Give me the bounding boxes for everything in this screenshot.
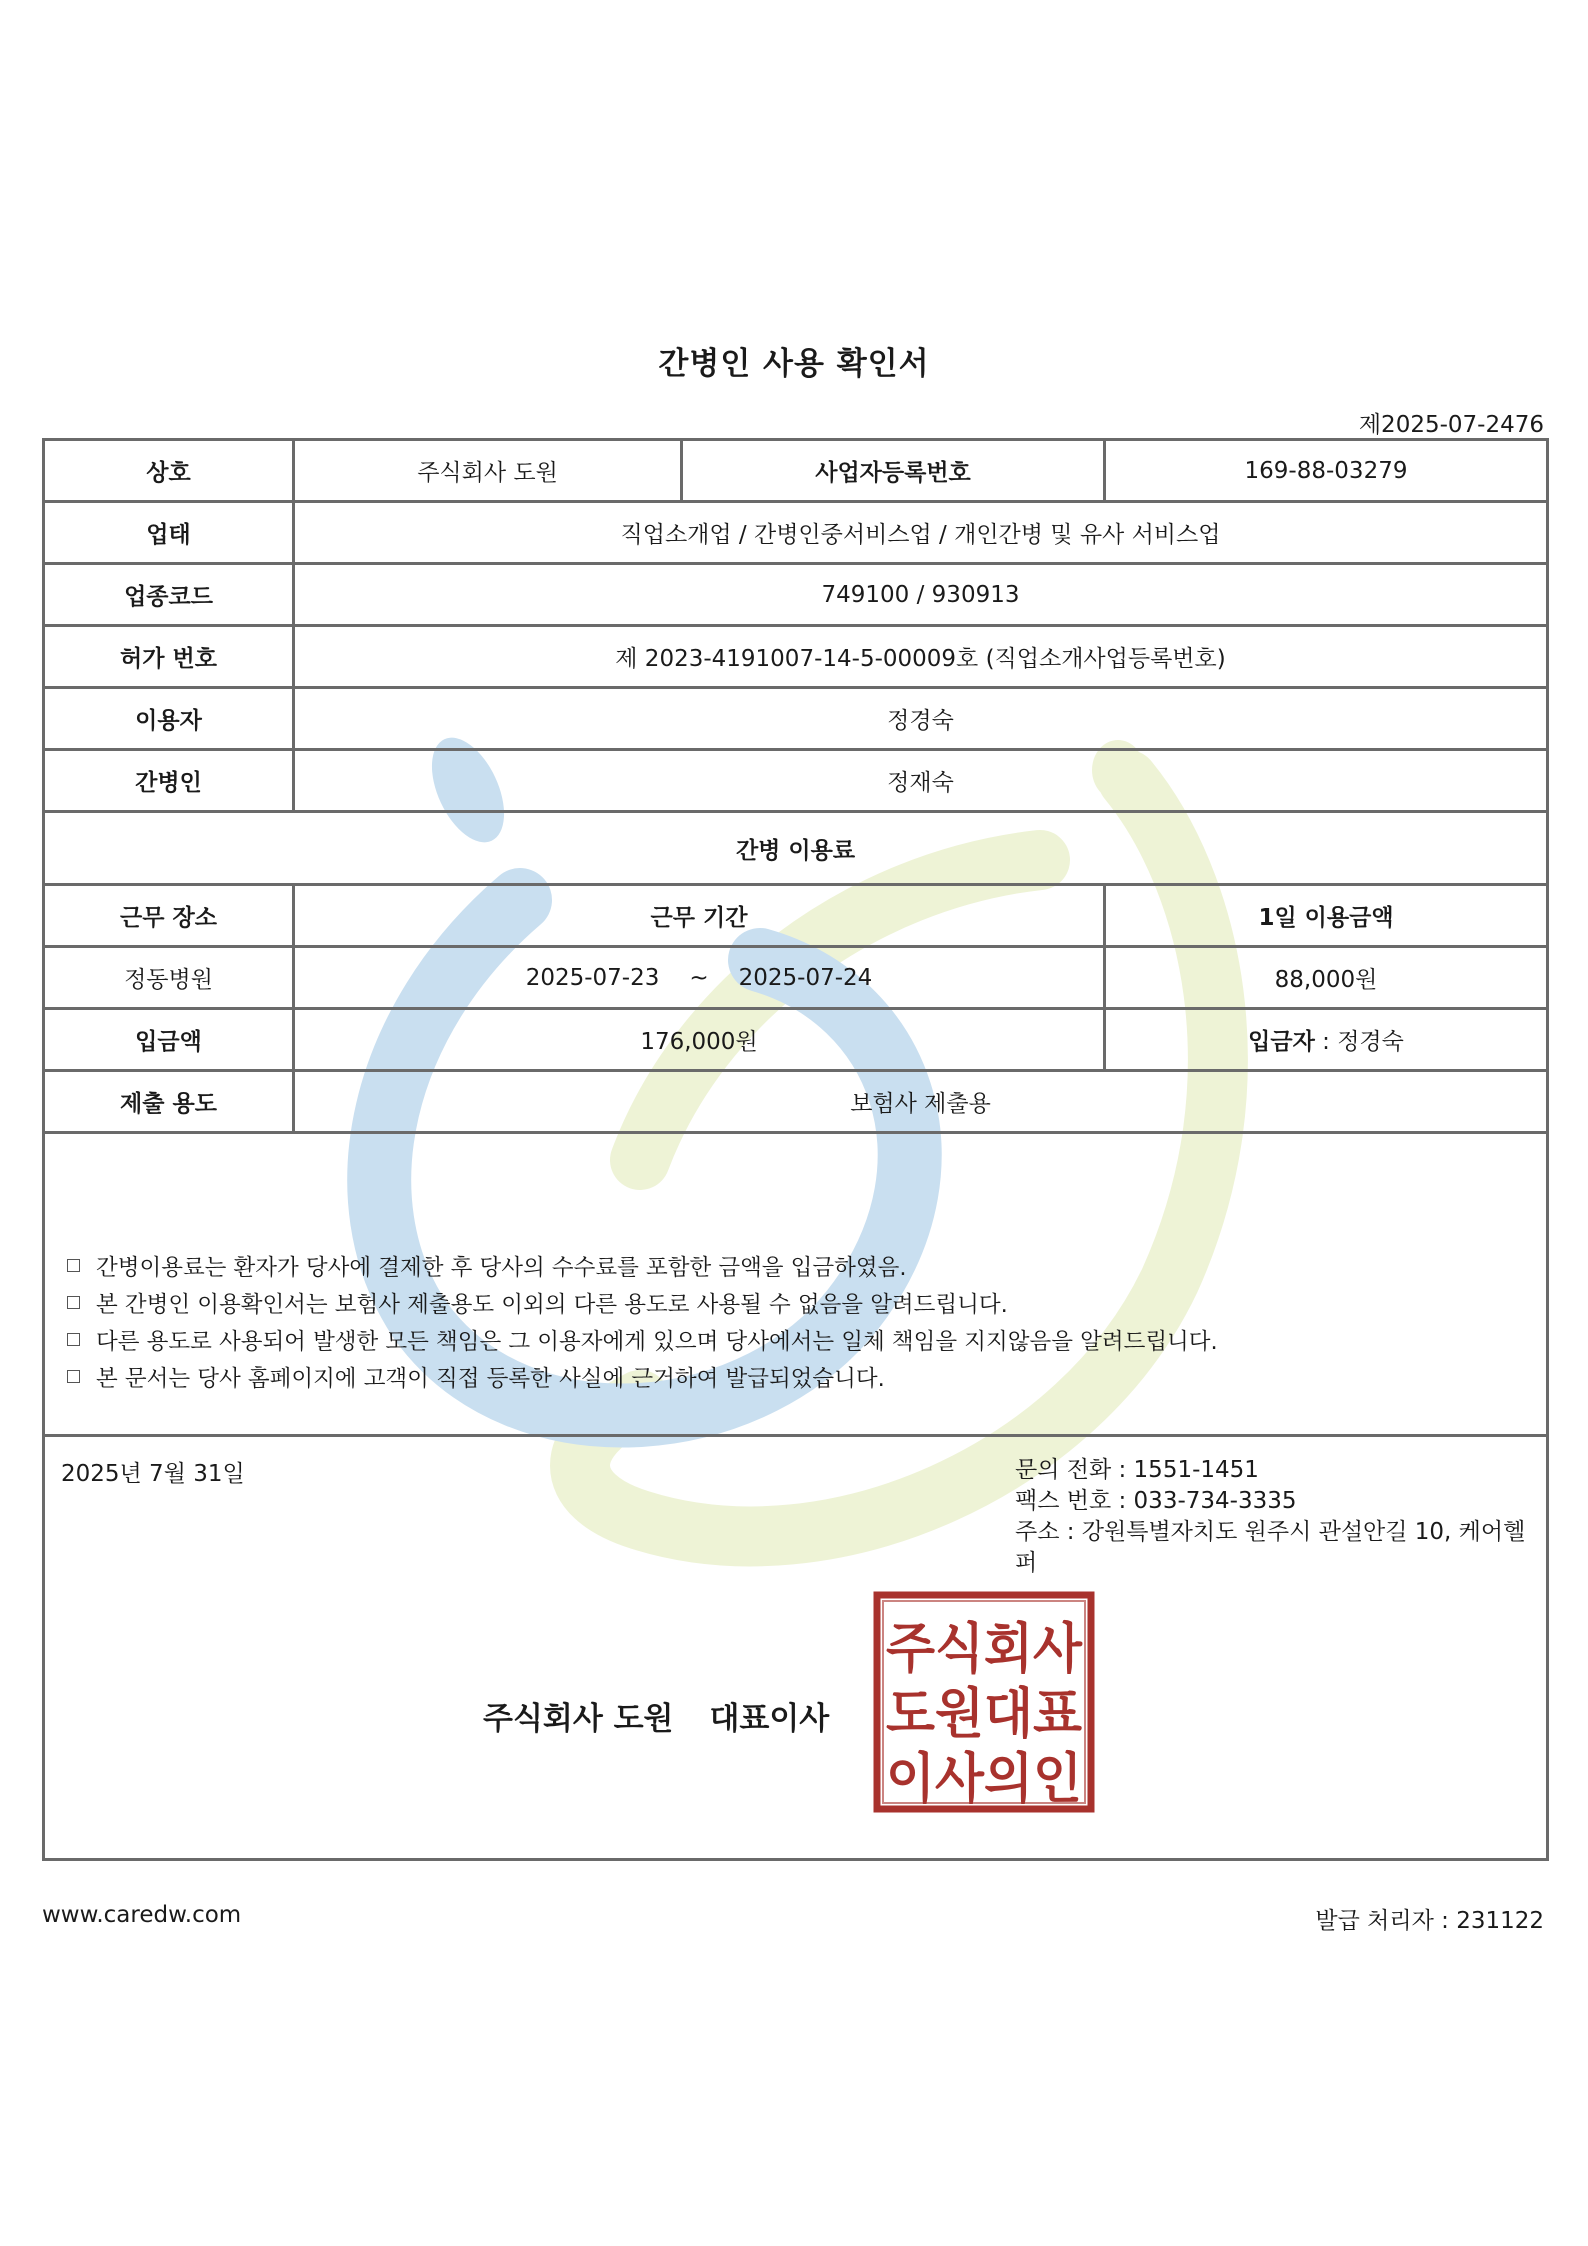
- svg-text:주식회사: 주식회사: [886, 1617, 1083, 1680]
- depositor-separator: :: [1314, 1029, 1338, 1055]
- daily-label: 1일 이용금액: [1105, 885, 1548, 947]
- document-title: 간병인 사용 확인서: [658, 346, 930, 382]
- rep-title: 대표이사: [709, 1701, 830, 1737]
- footer-cell: [44, 1436, 1548, 1860]
- fee-section-row: [44, 812, 1548, 885]
- address: 주소 : 강원특별자치도 원주시 관설안길 10, 케어헬퍼: [1015, 1519, 1526, 1576]
- issuer-info: 발급 처리자 : 231122: [1315, 1908, 1544, 1934]
- caregiver-row: [44, 750, 1548, 812]
- period-end: 2025-07-24: [738, 964, 873, 991]
- industry-row: [44, 502, 1548, 564]
- period-start: 2025-07-23: [525, 964, 660, 991]
- square-bullet-icon: [67, 1296, 80, 1309]
- note-text: 본 문서는 당사 홈페이지에 고객이 직접 등록한 사실에 근거하여 발급되었습니다.: [96, 1366, 885, 1392]
- caregiver-value: 정재숙: [294, 750, 1548, 812]
- industry-value: 직업소개업 / 간병인중서비스업 / 개인간병 및 유사 서비스업: [294, 502, 1548, 564]
- note-item: [67, 1361, 1546, 1398]
- notes-list: [67, 1250, 1546, 1398]
- daily-value: 88,000원: [1105, 947, 1548, 1009]
- rep-company: 주식회사 도원: [483, 1701, 674, 1737]
- fee-header-row: [44, 885, 1548, 947]
- code-label: 업종코드: [44, 564, 294, 626]
- confirmation-table: [42, 438, 1549, 1861]
- notes-cell: [44, 1133, 1548, 1436]
- svg-text:도원대표: 도원대표: [886, 1682, 1082, 1745]
- bizno-value: 169-88-03279: [1105, 440, 1548, 502]
- deposit-value: 176,000원: [294, 1009, 1105, 1071]
- user-value: 정경숙: [294, 688, 1548, 750]
- license-row: [44, 626, 1548, 688]
- square-bullet-icon: [67, 1370, 80, 1383]
- notes-row: [44, 1133, 1548, 1436]
- period-label: 근무 기간: [294, 885, 1105, 947]
- fee-value-row: [44, 947, 1548, 1009]
- phone: 문의 전화 : 1551-1451: [1015, 1457, 1259, 1483]
- issue-date: 2025년 7월 31일: [61, 1461, 245, 1487]
- representative: [483, 1693, 829, 1738]
- period-separator: ~: [689, 964, 709, 991]
- purpose-label: 제출 용도: [44, 1071, 294, 1133]
- fee-section-title: 간병 이용료: [44, 812, 1548, 885]
- place-label: 근무 장소: [44, 885, 294, 947]
- company-label: 상호: [44, 440, 294, 502]
- bizno-label: 사업자등록번호: [682, 440, 1105, 502]
- depositor-label: 입금자: [1248, 1029, 1315, 1055]
- note-text: 본 간병인 이용확인서는 보험사 제출용도 이외의 다른 용도로 사용될 수 없음을 알려드립니다.: [96, 1292, 1008, 1318]
- deposit-row: [44, 1009, 1548, 1071]
- company-row: [44, 440, 1548, 502]
- depositor-cell: [1105, 1009, 1548, 1071]
- place-value: 정동병원: [44, 947, 294, 1009]
- user-label: 이용자: [44, 688, 294, 750]
- license-label: 허가 번호: [44, 626, 294, 688]
- note-item: [67, 1287, 1546, 1324]
- code-row: [44, 564, 1548, 626]
- website-link[interactable]: www.caredw.com: [42, 1902, 242, 1928]
- caregiver-label: 간병인: [44, 750, 294, 812]
- note-item: [67, 1324, 1546, 1361]
- company-seal-stamp: [873, 1591, 1095, 1813]
- period-value: [294, 947, 1105, 1009]
- user-row: [44, 688, 1548, 750]
- svg-text:이사의인: 이사의인: [886, 1747, 1082, 1810]
- square-bullet-icon: [67, 1259, 80, 1272]
- note-text: 간병이용료는 환자가 당사에 결제한 후 당사의 수수료를 포함한 금액을 입금하였음.: [96, 1255, 907, 1281]
- contact-info: [1015, 1455, 1546, 1579]
- code-value: 749100 / 930913: [294, 564, 1548, 626]
- depositor-value: 정경숙: [1337, 1029, 1404, 1055]
- purpose-value: 보험사 제출용: [294, 1071, 1548, 1133]
- deposit-label: 입금액: [44, 1009, 294, 1071]
- footer-row: [44, 1436, 1548, 1860]
- purpose-row: [44, 1071, 1548, 1133]
- note-item: [67, 1250, 1546, 1287]
- document-number: 제2025-07-2476: [1358, 412, 1544, 438]
- fax: 팩스 번호 : 033-734-3335: [1015, 1488, 1297, 1514]
- license-value: 제 2023-4191007-14-5-00009호 (직업소개사업등록번호): [294, 626, 1548, 688]
- industry-label: 업태: [44, 502, 294, 564]
- company-value: 주식회사 도원: [294, 440, 682, 502]
- square-bullet-icon: [67, 1333, 80, 1346]
- note-text: 다른 용도로 사용되어 발생한 모든 책임은 그 이용자에게 있으며 당사에서는 일체 책임을 지지않음을 알려드립니다.: [96, 1329, 1218, 1355]
